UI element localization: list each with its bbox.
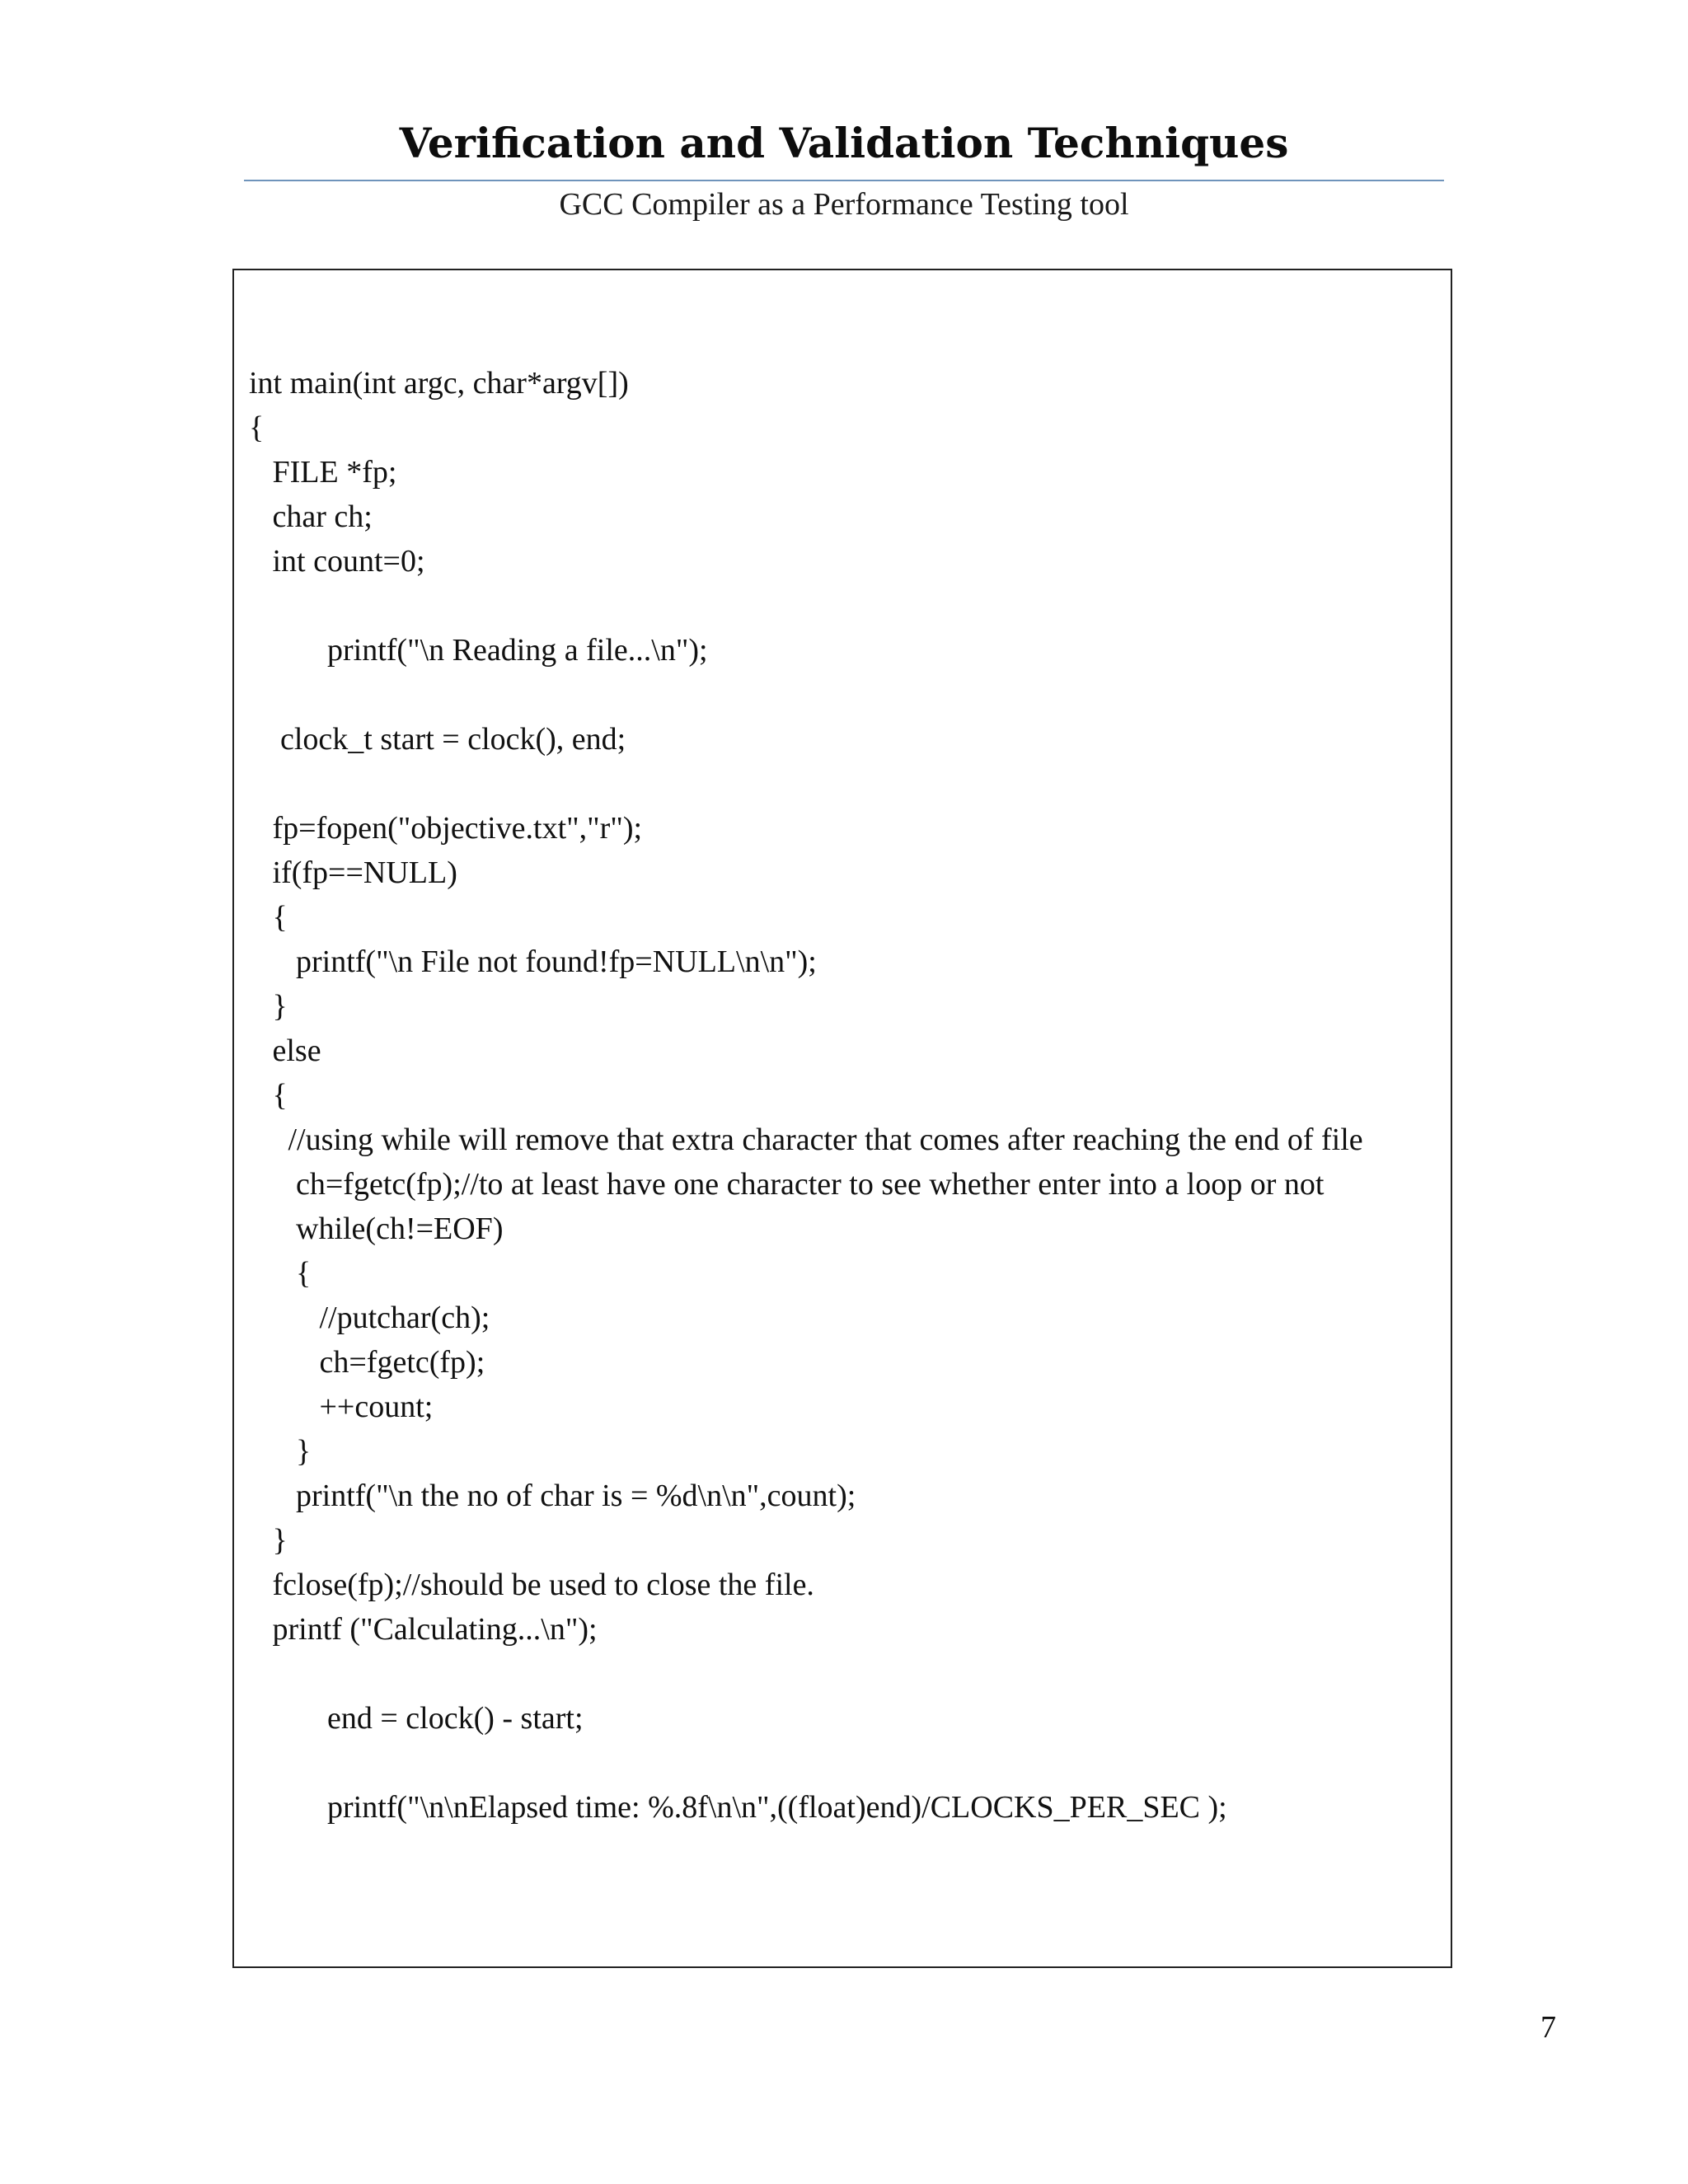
code-line: while(ch!=EOF) (249, 1212, 504, 1246)
code-line: int main(int argc, char*argv[]) (249, 366, 629, 401)
code-line: clock_t start = clock(), end; (249, 722, 626, 757)
code-line: else (249, 1033, 321, 1068)
page-title: Verification and Validation Techniques (399, 119, 1289, 167)
code-line: FILE *fp; (249, 455, 397, 490)
code-line: char ch; (249, 499, 373, 534)
code-line: } (249, 1523, 288, 1558)
code-line: } (249, 989, 288, 1024)
code-line: if(fp==NULL) (249, 855, 457, 890)
code-line (249, 583, 1436, 628)
code-line: { (249, 1078, 288, 1113)
code-line: //using while will remove that extra character that comes after reaching the end of file (249, 1122, 1363, 1157)
code-line: int count=0; (249, 544, 425, 579)
code-line: printf("\n File not found!fp=NULL\n\n"); (249, 944, 817, 979)
code-listing (249, 361, 1436, 1830)
title-divider (244, 180, 1444, 181)
code-line: fclose(fp);//should be used to close the file. (249, 1568, 814, 1602)
code-line: printf("\n the no of char is = %d\n\n",count); (249, 1479, 856, 1513)
code-line (249, 1741, 1436, 1785)
code-line: fp=fopen("objective.txt","r"); (249, 811, 643, 846)
code-line (249, 762, 1436, 806)
code-line: { (249, 1256, 312, 1291)
code-line: printf ("Calculating...\n"); (249, 1612, 598, 1647)
code-line: ++count; (249, 1390, 434, 1424)
code-line: { (249, 410, 265, 445)
code-line: end = clock() - start; (249, 1701, 584, 1736)
page-number: 7 (1540, 2010, 1556, 2045)
code-line: //putchar(ch); (249, 1301, 490, 1335)
code-line: ch=fgetc(fp); (249, 1345, 485, 1380)
page-subtitle: GCC Compiler as a Performance Testing tool (559, 187, 1129, 222)
code-listing-box (232, 269, 1452, 1968)
code-line (249, 1652, 1436, 1696)
code-line: printf("\n\nElapsed time: %.8f\n\n",((float)end)/CLOCKS_PER_SEC ); (249, 1790, 1227, 1825)
code-line: { (249, 900, 288, 935)
code-line (249, 673, 1436, 717)
code-line: ch=fgetc(fp);//to at least have one character to see whether enter into a loop or not (249, 1167, 1325, 1202)
code-line: printf("\n Reading a file...\n"); (249, 633, 708, 668)
code-line: } (249, 1434, 312, 1469)
